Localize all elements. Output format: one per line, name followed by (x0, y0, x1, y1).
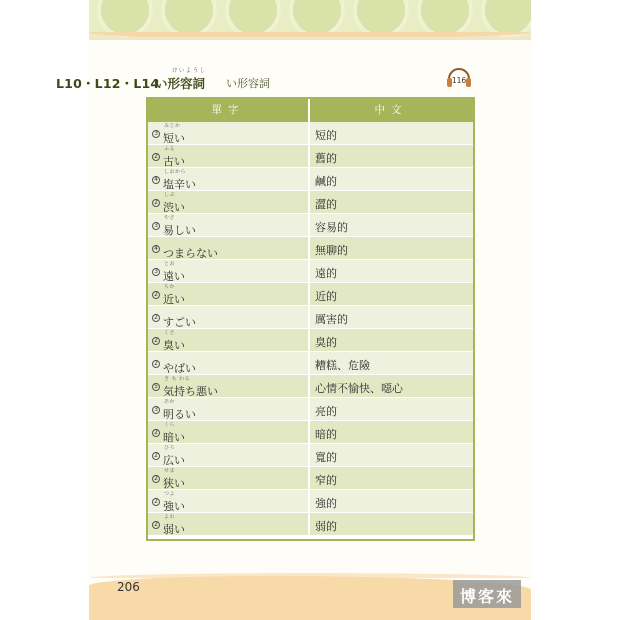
accent-badge: 4 (152, 245, 160, 253)
table-row (148, 191, 473, 214)
table-row (148, 398, 473, 421)
page-number: 206 (117, 580, 140, 594)
accent-badge: 2 (152, 153, 160, 161)
vocab-word: 遠い (163, 270, 185, 283)
accent-badge: 3 (152, 406, 160, 414)
vocab-word: 弱い (163, 523, 185, 536)
accent-badge: 2 (152, 199, 160, 207)
column-divider (308, 260, 310, 283)
table-row (148, 145, 473, 168)
word-ruby: き も わる (164, 376, 191, 382)
vocab-word: 狭い (163, 477, 185, 490)
word-ruby: あか (164, 399, 176, 405)
column-divider (308, 513, 310, 536)
accent-badge: 3 (152, 268, 160, 276)
word-ruby: ひろ (164, 445, 176, 451)
title-ruby: けいようし (172, 68, 207, 74)
word-ruby: しぶ (164, 192, 176, 198)
table-row (148, 283, 473, 306)
headphones-icon (446, 64, 472, 90)
column-divider (308, 306, 310, 329)
table-row (148, 168, 473, 191)
table-body (148, 122, 473, 536)
lesson-label: L10・L12・L14 (56, 76, 160, 91)
vocab-word: やばい (163, 362, 196, 375)
accent-badge: 2 (152, 429, 160, 437)
word-ruby: くさ (164, 330, 176, 336)
column-divider (308, 352, 310, 375)
vocab-word: 広い (163, 454, 185, 467)
table-row (148, 306, 473, 329)
table-row (148, 375, 473, 398)
accent-badge: 2 (152, 475, 160, 483)
vocab-word: 近い (163, 293, 185, 306)
table-header (148, 99, 473, 122)
table-row (148, 122, 473, 145)
chinese-meaning: 舊的 (315, 152, 337, 165)
chinese-meaning: 容易的 (315, 221, 348, 234)
chinese-meaning: 澀的 (315, 198, 337, 211)
top-stripe-highlight (89, 37, 531, 40)
column-header-word: 單字 (211, 104, 245, 116)
section-header (56, 66, 386, 96)
word-ruby: しおから (164, 169, 187, 175)
vocab-word: すごい (163, 316, 196, 329)
vocab-table (146, 97, 475, 541)
chinese-meaning: 鹹的 (315, 175, 337, 188)
accent-badge: 2 (152, 521, 160, 529)
accent-badge: 3 (152, 222, 160, 230)
column-divider (308, 467, 310, 490)
column-divider (308, 122, 310, 145)
vocab-word: 強い (163, 500, 185, 513)
chinese-meaning: 無聊的 (315, 244, 348, 257)
table-row (148, 467, 473, 490)
vocab-word: 短い (163, 132, 185, 145)
vocab-word: 古い (163, 155, 185, 168)
word-ruby: みじか (164, 123, 181, 129)
section-title: い形容詞 (155, 76, 206, 91)
column-divider (308, 145, 310, 168)
table-row (148, 444, 473, 467)
chinese-meaning: 厲害的 (315, 313, 348, 326)
table-row (148, 237, 473, 260)
table-row (148, 513, 473, 536)
section-subtitle: い形容詞 (226, 77, 270, 90)
vocab-word: つまらない (163, 247, 218, 260)
column-divider (308, 191, 310, 214)
column-divider (308, 398, 310, 421)
table-row (148, 260, 473, 283)
accent-badge: 2 (152, 337, 160, 345)
accent-badge: 2 (152, 291, 160, 299)
column-divider (308, 329, 310, 352)
chinese-meaning: 寬的 (315, 451, 337, 464)
accent-badge: 2 (152, 360, 160, 368)
vocab-word: 塩辛い (163, 178, 196, 191)
chinese-meaning: 暗的 (315, 428, 337, 441)
word-ruby: つよ (164, 491, 176, 497)
watermark-text: 博客來 (459, 587, 514, 606)
column-divider (308, 490, 310, 513)
chinese-meaning: 糟糕、危險 (315, 359, 370, 372)
word-ruby: ふる (164, 146, 176, 152)
column-divider (308, 444, 310, 467)
chinese-meaning: 窄的 (315, 474, 337, 487)
chinese-meaning: 弱的 (315, 520, 337, 533)
word-ruby: ちか (164, 284, 176, 290)
accent-badge: 5 (152, 383, 160, 391)
word-ruby: とお (164, 261, 176, 267)
accent-badge: 4 (152, 176, 160, 184)
column-header-chinese: 中文 (374, 104, 408, 116)
vocab-word: 臭い (163, 339, 185, 352)
vocab-word: 気持ち悪い (163, 385, 218, 398)
column-divider (308, 375, 310, 398)
word-ruby: やさ (164, 215, 176, 221)
vocab-word: 易しい (163, 224, 196, 237)
word-ruby: くら (164, 422, 176, 428)
column-divider (308, 168, 310, 191)
chinese-meaning: 心情不愉快、噁心 (315, 382, 403, 395)
chinese-meaning: 臭的 (315, 336, 337, 349)
vocab-word: 明るい (163, 408, 196, 421)
table-row (148, 421, 473, 444)
watermark (453, 558, 521, 612)
table-row (148, 329, 473, 352)
table-row (148, 352, 473, 375)
vocab-word: 渋い (163, 201, 185, 214)
table-row (148, 490, 473, 513)
accent-badge: 2 (152, 452, 160, 460)
audio-track[interactable] (446, 64, 472, 90)
vocab-word: 暗い (163, 431, 185, 444)
word-ruby: よわ (164, 514, 176, 520)
chinese-meaning: 遠的 (315, 267, 337, 280)
column-divider (308, 237, 310, 260)
word-ruby: せま (164, 468, 176, 474)
column-divider (308, 283, 310, 306)
accent-badge: 3 (152, 130, 160, 138)
chinese-meaning: 強的 (315, 497, 337, 510)
chinese-meaning: 亮的 (315, 405, 337, 418)
column-divider (308, 421, 310, 444)
accent-badge: 2 (152, 498, 160, 506)
track-number: 116 (451, 76, 467, 85)
chinese-meaning: 短的 (315, 129, 337, 142)
chinese-meaning: 近的 (315, 290, 337, 303)
table-row (148, 214, 473, 237)
accent-badge: 2 (152, 314, 160, 322)
column-divider (308, 214, 310, 237)
